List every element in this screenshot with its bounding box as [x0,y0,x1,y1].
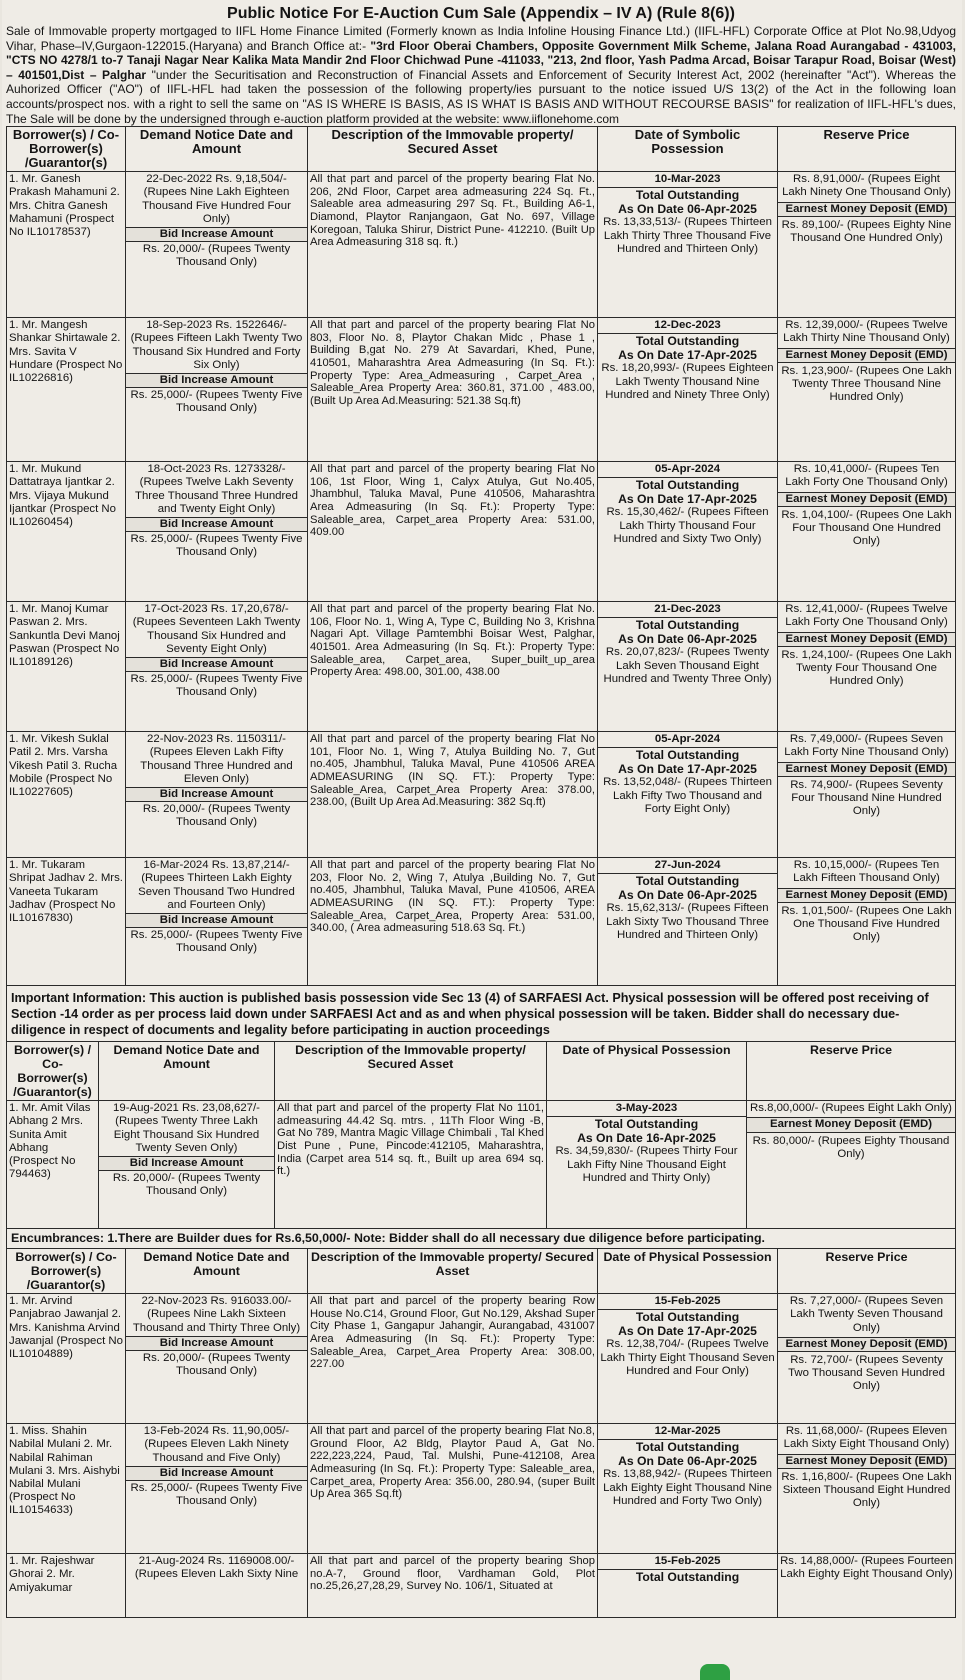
borrower-cell: 1. Mr. Tukaram Shripat Jadhav 2. Mrs. Vaneeta Tukaram Jadhav (Prospect No IL10167830) [7,858,126,986]
reserve-price: Rs. 8,91,000/- (Rupees Eight Lakh Ninety One Thousand Only) [782,173,951,199]
outstanding-amount: Rs. 13,88,942/- (Rupees Thirteen Lakh Eighty Eight Thousand Nine Hundred and Forty Two Only) [603,1468,772,1507]
demand-notice: 21-Aug-2024 Rs. 1169008.00/- (Rupees Eleven Lakh Sixty Nine [134,1555,299,1581]
auction-table-1 [6,126,956,986]
encumbrances-note: Encumbrances: 1.There are Builder dues for Rs.6,50,000/- Note: Bidder shall do all necessary due diligence before participating. [6,1229,956,1248]
borrower-cell: 1. Mr. Vikesh Suklal Patil 2. Mrs. Varsha Vikesh Patil 3. Rucha Mobile (Prospect No IL10227605) [7,732,126,858]
demand-notice: 18-Sep-2023 Rs. 1522646/- (Rupees Fifteen Lakh Twenty Two Thousand Six Hundred and Forty Six Only) [130,319,303,371]
as-on-date: As On Date 17-Apr-2025 [618,348,757,363]
reserve-cell [747,1101,956,1229]
notice-intro [6,24,956,126]
emd-amount: Rs. 89,100/- (Rupees Eighty Nine Thousand One Hundred Only) [781,218,952,244]
total-outstanding-label: Total Outstanding [594,1117,699,1132]
demand-notice: 22-Nov-2023 Rs. 1150311/- (Rupees Eleven Lakh Fifty Thousand Three Hundred and Eleven Only) [140,733,293,785]
demand-notice: 22-Dec-2022 Rs. 9,18,504/- (Rupees Nine Lakh Eighteen Thousand Five Hundred Four Only) [142,173,291,225]
reserve-price: Rs. 10,41,000/- (Rupees Ten Lakh Forty One Thousand Only) [785,463,948,489]
possession-date: 3-May-2023 [547,1102,746,1117]
reserve-price: Rs. 10,15,000/- (Rupees Ten Lakh Fifteen Thousand Only) [793,859,940,885]
bid-increase-amount: Rs. 20,000/- (Rupees Twenty Thousand Only) [142,1351,291,1378]
intro-text-1: Sale of Immovable property mortgaged to IIFL Home Finance Limited (Formerly known as India Infoline Housing Finance Ltd.) (IIFL-HFL) Corporate Office at Plot No.98,Udyog Vihar, Phase–IV,Gurgaon-122015.(Haryana) and Branch Office at:- [6,24,956,53]
as-on-date: As On Date 06-Apr-2025 [618,202,757,217]
table-row [7,602,956,732]
reserve-price: Rs. 7,49,000/- (Rupees Seven Lakh Forty Nine Thousand Only) [784,733,949,759]
outstanding-amount: Rs. 15,62,313/- (Rupees Fifteen Lakh Sixty Two Thousand Three Hundred and Thirteen Only) [606,902,769,941]
table-row [7,732,956,858]
emd-label: Earnest Money Deposit (EMD) [778,1454,955,1469]
emd-label: Earnest Money Deposit (EMD) [778,348,955,363]
reserve-cell [778,1294,956,1424]
possession-cell [547,1101,747,1229]
demand-cell [126,1424,308,1554]
outstanding-amount: Rs. 12,38,704/- (Rupees Twelve Lakh Thirty Eight Thousand Seven Hundred and Four Only) [600,1338,775,1377]
bid-increase-amount: Rs. 25,000/- (Rupees Twenty Five Thousand Only) [130,1481,303,1508]
bid-increase-label: Bid Increase Amount [126,787,307,802]
bid-increase-label: Bid Increase Amount [126,1466,307,1481]
header-description: Description of the Immovable property/ Secured Asset [308,127,598,172]
emd-label: Earnest Money Deposit (EMD) [778,1337,955,1352]
description-cell: All that part and parcel of the property bearing Flat No 803, Floor No. 8, Playtor Chakan Midc , Phase 1 , Building B,gat No. 279 At Savardari, Khed, Pune, 410501, Maharashtra Area Admeasuring (In Sq. Ft.): Property Type: Area_Admeasuring , Carpet_Area , Saleable_Area Property Area: 360.81, 371.00 , 483.00, (Built Up Area Ad.Measuring: 521.38 Sq.ft) [308,318,598,462]
table-row [7,1554,956,1618]
bid-increase-label: Bid Increase Amount [126,373,307,388]
outstanding-amount: Rs. 34,59,830/- (Rupees Thirty Four Lakh Fifty Nine Thousand Eight Hundred and Thirty Only) [555,1145,738,1184]
reserve-price: Rs. 14,88,000/- (Rupees Fourteen Lakh Eighty Eight Thousand Only) [780,1555,953,1581]
bid-increase-amount: Rs. 20,000/- (Rupees Twenty Thousand Only) [112,1172,261,1198]
table-row [7,462,956,602]
borrower-cell: 1. Mr. Amit Vilas Abhang 2 Mrs. Sunita Amit Abhang (Prospect No 794463) [7,1101,99,1229]
notice-title: Public Notice For E-Auction Cum Sale (Appendix – IV A) (Rule 8(6)) [227,5,735,22]
header-borrower: Borrower(s) / Co-Borrower(s) /Guarantor(s) [7,1042,99,1101]
branch-addresses: "3rd Floor Oberai Chambers, Opposite Government Milk Scheme, Jalana Road Aurangabad - 431003, "CTS NO 4278/1 to-7 Tanaji Nagar Near Kalika Mata Mandir 2nd Floor Chichwad Pune -411033, "213, 2nd floor, Yash Padma Arcad, Boisar Tarapur Road, Boisar (West) – 401501,Dist – Palghar [6,38,956,82]
total-outstanding-label: Total Outstanding [635,874,740,889]
borrower-cell: 1. Mr. Manoj Kumar Paswan 2. Mrs. Sankuntla Devi Manoj Paswan (Prospect No IL10189126) [7,602,126,732]
possession-cell [598,858,778,986]
bid-increase-amount: Rs. 25,000/- (Rupees Twenty Five Thousand Only) [130,929,303,955]
header-demand: Demand Notice Date and Amount [99,1042,275,1101]
demand-cell [126,172,308,318]
demand-notice: 16-Mar-2024 Rs. 13,87,214/- (Rupees Thirteen Lakh Eighty Seven Thousand Two Hundred and Fourteen Only) [138,859,295,911]
demand-notice: 18-Oct-2023 Rs. 1273328/- (Rupees Twelve Lakh Seventy Three Thousand Three Hundred and Twenty Eight Only) [135,463,298,515]
header-symbolic: Date of Symbolic Possession [598,127,778,172]
header-borrower: Borrower(s) / Co-Borrower(s) /Guarantor(s) [7,127,126,172]
as-on-date: As On Date 16-Apr-2025 [577,1131,716,1146]
emd-amount: Rs. 74,900/- (Rupees Seventy Four Thousand Nine Hundred Only) [790,778,943,818]
as-on-date: As On Date 17-Apr-2025 [618,1324,757,1339]
demand-cell [126,602,308,732]
outstanding-amount: Rs. 18,20,993/- (Rupees Eighteen Lakh Twenty Thousand Nine Hundred and Ninety Three Only) [601,362,774,401]
bid-increase-label: Bid Increase Amount [126,913,307,928]
emd-amount: Rs. 1,23,900/- (Rupees One Lakh Twenty Three Thousand Nine Hundred Only) [781,364,952,404]
demand-cell [99,1101,275,1229]
emd-label: Earnest Money Deposit (EMD) [778,888,955,903]
bid-increase-label: Bid Increase Amount [126,657,307,672]
outstanding-amount: Rs. 13,33,513/- (Rupees Thirteen Lakh Thirty Three Thousand Five Hundred and Thirteen Only) [603,216,772,255]
bid-increase-label: Bid Increase Amount [126,1336,307,1351]
reserve-cell [778,1424,956,1554]
auction-table-2 [6,1041,956,1229]
borrower-cell: 1. Miss. Shahin Nabilal Mulani 2. Mr. Nabilal Rahiman Mulani 3. Mrs. Aishybi Nabilal Mulani (Prospect No IL10154633) [7,1424,126,1554]
possession-date: 15-Feb-2025 [598,1295,777,1310]
emd-amount: Rs. 80,000/- (Rupees Eighty Thousand Only) [752,1134,950,1160]
header-reserve: Reserve Price [778,127,956,172]
demand-cell [126,858,308,986]
reserve-price: Rs.8,00,000/- (Rupees Eight Lakh Only) [750,1102,952,1115]
description-cell: All that part and parcel of the property bearing Flat No 203, Floor No. 2, Wing 7, Atulya ,Building No. 7, Gut no.405, Jhambhul, Taluka Maval, Pune 410506, AREA ADMEASURING (IN SQ. FT.): Property Type: Saleable_Area, Carpet_Area, Property Area: 531.00, 340.00, ( Area admeasuring 518.63 Sq. Ft.) [308,858,598,986]
table-row [7,858,956,986]
total-outstanding-label: Total Outstanding [635,1310,740,1325]
reserve-price: Rs. 12,41,000/- (Rupees Twelve Lakh Forty One Thousand Only) [785,603,948,629]
possession-date: 05-Apr-2024 [598,463,777,478]
bid-increase-amount: Rs. 25,000/- (Rupees Twenty Five Thousand Only) [130,389,303,415]
total-outstanding-label: Total Outstanding [635,618,740,633]
borrower-cell: 1. Mr. Mangesh Shankar Shirtawale 2. Mrs. Savita V Hundare (Prospect No IL10226816) [7,318,126,462]
demand-cell [126,1294,308,1424]
bid-increase-amount: Rs. 20,000/- (Rupees Twenty Thousand Only) [142,243,291,269]
bid-increase-amount: Rs. 25,000/- (Rupees Twenty Five Thousand Only) [130,533,303,559]
borrower-cell: 1. Mr. Arvind Panjabrao Jawanjal 2. Mrs. Kanishma Arvind Jawanjal (Prospect No IL10104889) [7,1294,126,1424]
table-row [7,1294,956,1424]
reserve-price: Rs. 7,27,000/- (Rupees Seven Lakh Twenty Seven Thousand Only) [789,1295,944,1334]
possession-date: 27-Jun-2024 [598,859,777,874]
possession-cell [598,1554,778,1618]
possession-cell [598,1294,778,1424]
green-logo-icon [700,1664,730,1680]
description-cell: All that part and parcel of the property bearing Flat No. 206, 2Nd Floor, Carpet area admeasuring 224 Sq. Ft., Saleable area admeasuring 297 Sq. Ft., Building A6-1, Diamond, Playtor Ranjangaon, Gat No. 697, Village Koregoan, Taluka Shirur, District Pune- 412210. (Built Up Area Admeasuring 318 sq. ft.) [308,172,598,318]
possession-date: 10-Mar-2023 [598,173,777,188]
bid-increase-amount: Rs. 20,000/- (Rupees Twenty Thousand Only) [142,803,291,829]
emd-amount: Rs. 1,04,100/- (Rupees One Lakh Four Thousand One Hundred Only) [781,508,952,548]
total-outstanding-label: Total Outstanding [635,748,740,763]
reserve-cell [778,462,956,602]
borrower-cell: 1. Mr. Ganesh Prakash Mahamuni 2. Mrs. Chitra Ganesh Mahamuni (Prospect No IL10178537) [7,172,126,318]
total-outstanding-label: Total Outstanding [635,334,740,349]
possession-cell [598,602,778,732]
demand-notice: 19-Aug-2021 Rs. 23,08,627/- (Rupees Twenty Three Lakh Eight Thousand Six Hundred Twenty Seven Only) [113,1102,260,1154]
header-physical: Date of Physical Possession [598,1249,778,1294]
as-on-date: As On Date 06-Apr-2025 [618,632,757,647]
header-reserve: Reserve Price [778,1249,956,1294]
demand-notice: 13-Feb-2024 Rs. 11,90,005/- (Rupees Eleven Lakh Ninety Thousand and Five Only) [143,1425,290,1464]
intro-text-2: "under the Securitisation and Reconstruction of Financial Assets and Enforcement of Security Interest Act, 2002 (hereinafter "Act"). Whereas the Auhorized Officer ("AO") of IIFL-HFL had taken the possession of the following property/ies pursuant to the notice issued U/S 13(2) of the Act in the following loan accounts/prospect nos. with a right to sell the same on "AS IS WHERE IS BASIS, AS IS WHAT IS BASIS AND WITHOUT RECOURSE BASIS" for realization of IIFL-HFL's dues, The Sale will be done by the undersigned through e-auction platform provided at the website: www.iiflonehome.com [6,67,956,126]
as-on-date: As On Date 17-Apr-2025 [618,492,757,507]
demand-notice: 17-Oct-2023 Rs. 17,20,678/- (Rupees Seventeen Lakh Twenty Thousand Six Hundred and Seventy Eight Only) [132,603,301,655]
important-information: Important Information: This auction is published basis possession vide Sec 13 (4) of SARFAESI Act. Physical possession will be offered post receiving of Section -14 order as per process laid down under SARFAESI Act and as and when physical possession will be taken. Bidder shall do necessary due-diligence in respect of documents and legality before participating in auction proceedings [6,986,956,1041]
description-cell: All that part and parcel of the property Flat No 1101, admeasuring 44.42 Sq. mtrs. , 11Th Floor Wing -B, Gat No 789, Mantra Magic Village Chimbali , Tal Khed Dist Pune , Pune, Pincode:412105, Maharashtra, India (Carpet area 514 sq. ft., Built up area 694 sq. ft.) [275,1101,547,1229]
notice-page [2,0,962,1680]
as-on-date: As On Date 06-Apr-2025 [618,888,757,903]
bid-increase-label: Bid Increase Amount [126,517,307,532]
description-cell: All that part and parcel of the property bearing Flat No. 106, Floor No. 1, Wing A, Type C, Building No 3, Krishna Nagari Apt. Village Pamtembhi Boisar West, Palghar, 401501. Area Admeasuring (In Sq. Ft.): Property Type: Saleable_area, Carpet_area, Super_built_up_area Property Area: 498.00, 301.00, 438.00 [308,602,598,732]
emd-label: Earnest Money Deposit (EMD) [778,632,955,647]
table-row [7,1424,956,1554]
total-outstanding-label: Total Outstanding [635,1440,740,1455]
header-reserve: Reserve Price [747,1042,956,1101]
possession-date: 12-Mar-2025 [598,1425,777,1440]
table-header [7,1249,956,1294]
demand-cell [126,732,308,858]
as-on-date: As On Date 06-Apr-2025 [618,1454,757,1469]
possession-cell [598,318,778,462]
possession-date: 15-Feb-2025 [598,1555,777,1570]
table-row [7,172,956,318]
header-demand: Demand Notice Date and Amount [126,1249,308,1294]
as-on-date: As On Date 17-Apr-2025 [618,762,757,777]
table-header [7,1042,956,1101]
emd-label: Earnest Money Deposit (EMD) [747,1117,955,1132]
emd-amount: Rs. 72,700/- (Rupees Seventy Two Thousand Seven Hundred Only) [788,1353,945,1393]
table-row [7,318,956,462]
description-cell: All that part and parcel of the property bearing Flat No.8, Ground Floor, A2 Bldg, Playtor Paud A, Gat No. 222,223,224, Paud, Tal. Mulshi, Pune-412108, Area Admeasuring (In Sq. Ft.): Property Type: Saleable_area, Carpet_area, Property Area: 356.00, 280.94, (super Built Up Area 365 Sq.ft) [308,1424,598,1554]
description-cell: All that part and parcel of the property bearing Flat No 106, 1st Floor, Wing 1, Calyx Atulya, Gut No.405, Jhambhul, Taluka Maval, Pune 410506, Maharashtra Area Admeasuring (In Sq. Ft.): Property Type: Saleable_area, Carpet_area Property Area: 531.00, 409.00 [308,462,598,602]
auction-table-3 [6,1248,956,1618]
header-borrower: Borrower(s) / Co-Borrower(s) /Guarantor(s) [7,1249,126,1294]
emd-label: Earnest Money Deposit (EMD) [778,762,955,777]
reserve-cell [778,858,956,986]
demand-cell [126,462,308,602]
demand-cell [126,318,308,462]
emd-label: Earnest Money Deposit (EMD) [778,202,955,217]
demand-notice: 22-Nov-2023 Rs. 916033.00/- (Rupees Nine Lakh Sixteen Thousand and Thirty Three Only) [132,1295,301,1334]
description-cell: All that part and parcel of the property bearing Shop no.A-7, Ground floor, Vardhaman Gold, Plot no.25,26,27,28,29, Survey No. 106/1, Situated at [308,1554,598,1618]
bid-increase-amount: Rs. 25,000/- (Rupees Twenty Five Thousand Only) [130,673,303,699]
emd-amount: Rs. 1,16,800/- (Rupees One Lakh Sixteen Thousand Eight Hundred Only) [781,1470,952,1510]
description-cell: All that part and parcel of the property bearing Row House No.C14, Ground Floor, Gut No.129, Akshad Super City Phase 1, Gangapur Jahangir, Aurangabad, 431007 Area Admeasuring (In Sq. Ft.): Property Type: Saleable_Area, Carpet_Area Property Area: 308.00, 227.00 [308,1294,598,1424]
header-description: Description of the Immovable property/ Secured Asset [308,1249,598,1294]
possession-cell [598,1424,778,1554]
demand-cell [126,1554,308,1618]
reserve-price: Rs. 11,68,000/- (Rupees Eleven Lakh Sixty Eight Thousand Only) [783,1425,950,1451]
possession-cell [598,732,778,858]
description-cell: All that part and parcel of the property bearing Flat No 101, Floor No. 1, Wing 7, Atulya Building No. 7, Gut no.405, Jhambhul, Taluka Maval, Pune 410506 AREA ADMEASURING (IN SQ. FT.): Property Type: Saleable_Area, Carpet_Area Property Area: 378.00, 238.00, (Built Up Area Ad.Measuring: 382 Sq.ft) [308,732,598,858]
possession-cell [598,462,778,602]
possession-cell [598,172,778,318]
possession-date: 05-Apr-2024 [598,733,777,748]
total-outstanding-label: Total Outstanding [635,478,740,493]
reserve-price: Rs. 12,39,000/- (Rupees Twelve Lakh Thirty Nine Thousand Only) [783,319,950,345]
possession-date: 12-Dec-2023 [598,319,777,334]
possession-date: 21-Dec-2023 [598,603,777,618]
total-outstanding-label: Total Outstanding [635,188,740,203]
header-description: Description of the Immovable property/ Secured Asset [275,1042,547,1101]
bid-increase-label: Bid Increase Amount [99,1156,274,1171]
borrower-cell: 1. Mr. Rajeshwar Ghorai 2. Mr. Amiyakumar [7,1554,126,1618]
bid-increase-label: Bid Increase Amount [126,227,307,242]
emd-label: Earnest Money Deposit (EMD) [778,492,955,507]
reserve-cell [778,1554,956,1618]
total-outstanding-label: Total Outstanding [635,1570,740,1585]
reserve-cell [778,732,956,858]
borrower-cell: 1. Mr. Mukund Dattatraya Ijantkar 2. Mrs. Vijaya Mukund Ijantkar (Prospect No IL10260454) [7,462,126,602]
reserve-cell [778,318,956,462]
table-header [7,127,956,172]
header-physical: Date of Physical Possession [547,1042,747,1101]
outstanding-amount: Rs. 15,30,462/- (Rupees Fifteen Lakh Thirty Thousand Four Hundred and Sixty Two Only) [606,506,769,545]
emd-amount: Rs. 1,24,100/- (Rupees One Lakh Twenty Four Thousand One Hundred Only) [781,648,952,688]
header-demand: Demand Notice Date and Amount [126,127,308,172]
outstanding-amount: Rs. 13,52,048/- (Rupees Thirteen Lakh Fifty Two Thousand and Forty Eight Only) [603,776,772,815]
reserve-cell [778,602,956,732]
table-row [7,1101,956,1229]
reserve-cell [778,172,956,318]
outstanding-amount: Rs. 20,07,823/- (Rupees Twenty Lakh Seven Thousand Eight Hundred and Twenty Three Only) [603,646,772,685]
emd-amount: Rs. 1,01,500/- (Rupees One Lakh One Thousand Five Hundred Only) [781,904,952,944]
